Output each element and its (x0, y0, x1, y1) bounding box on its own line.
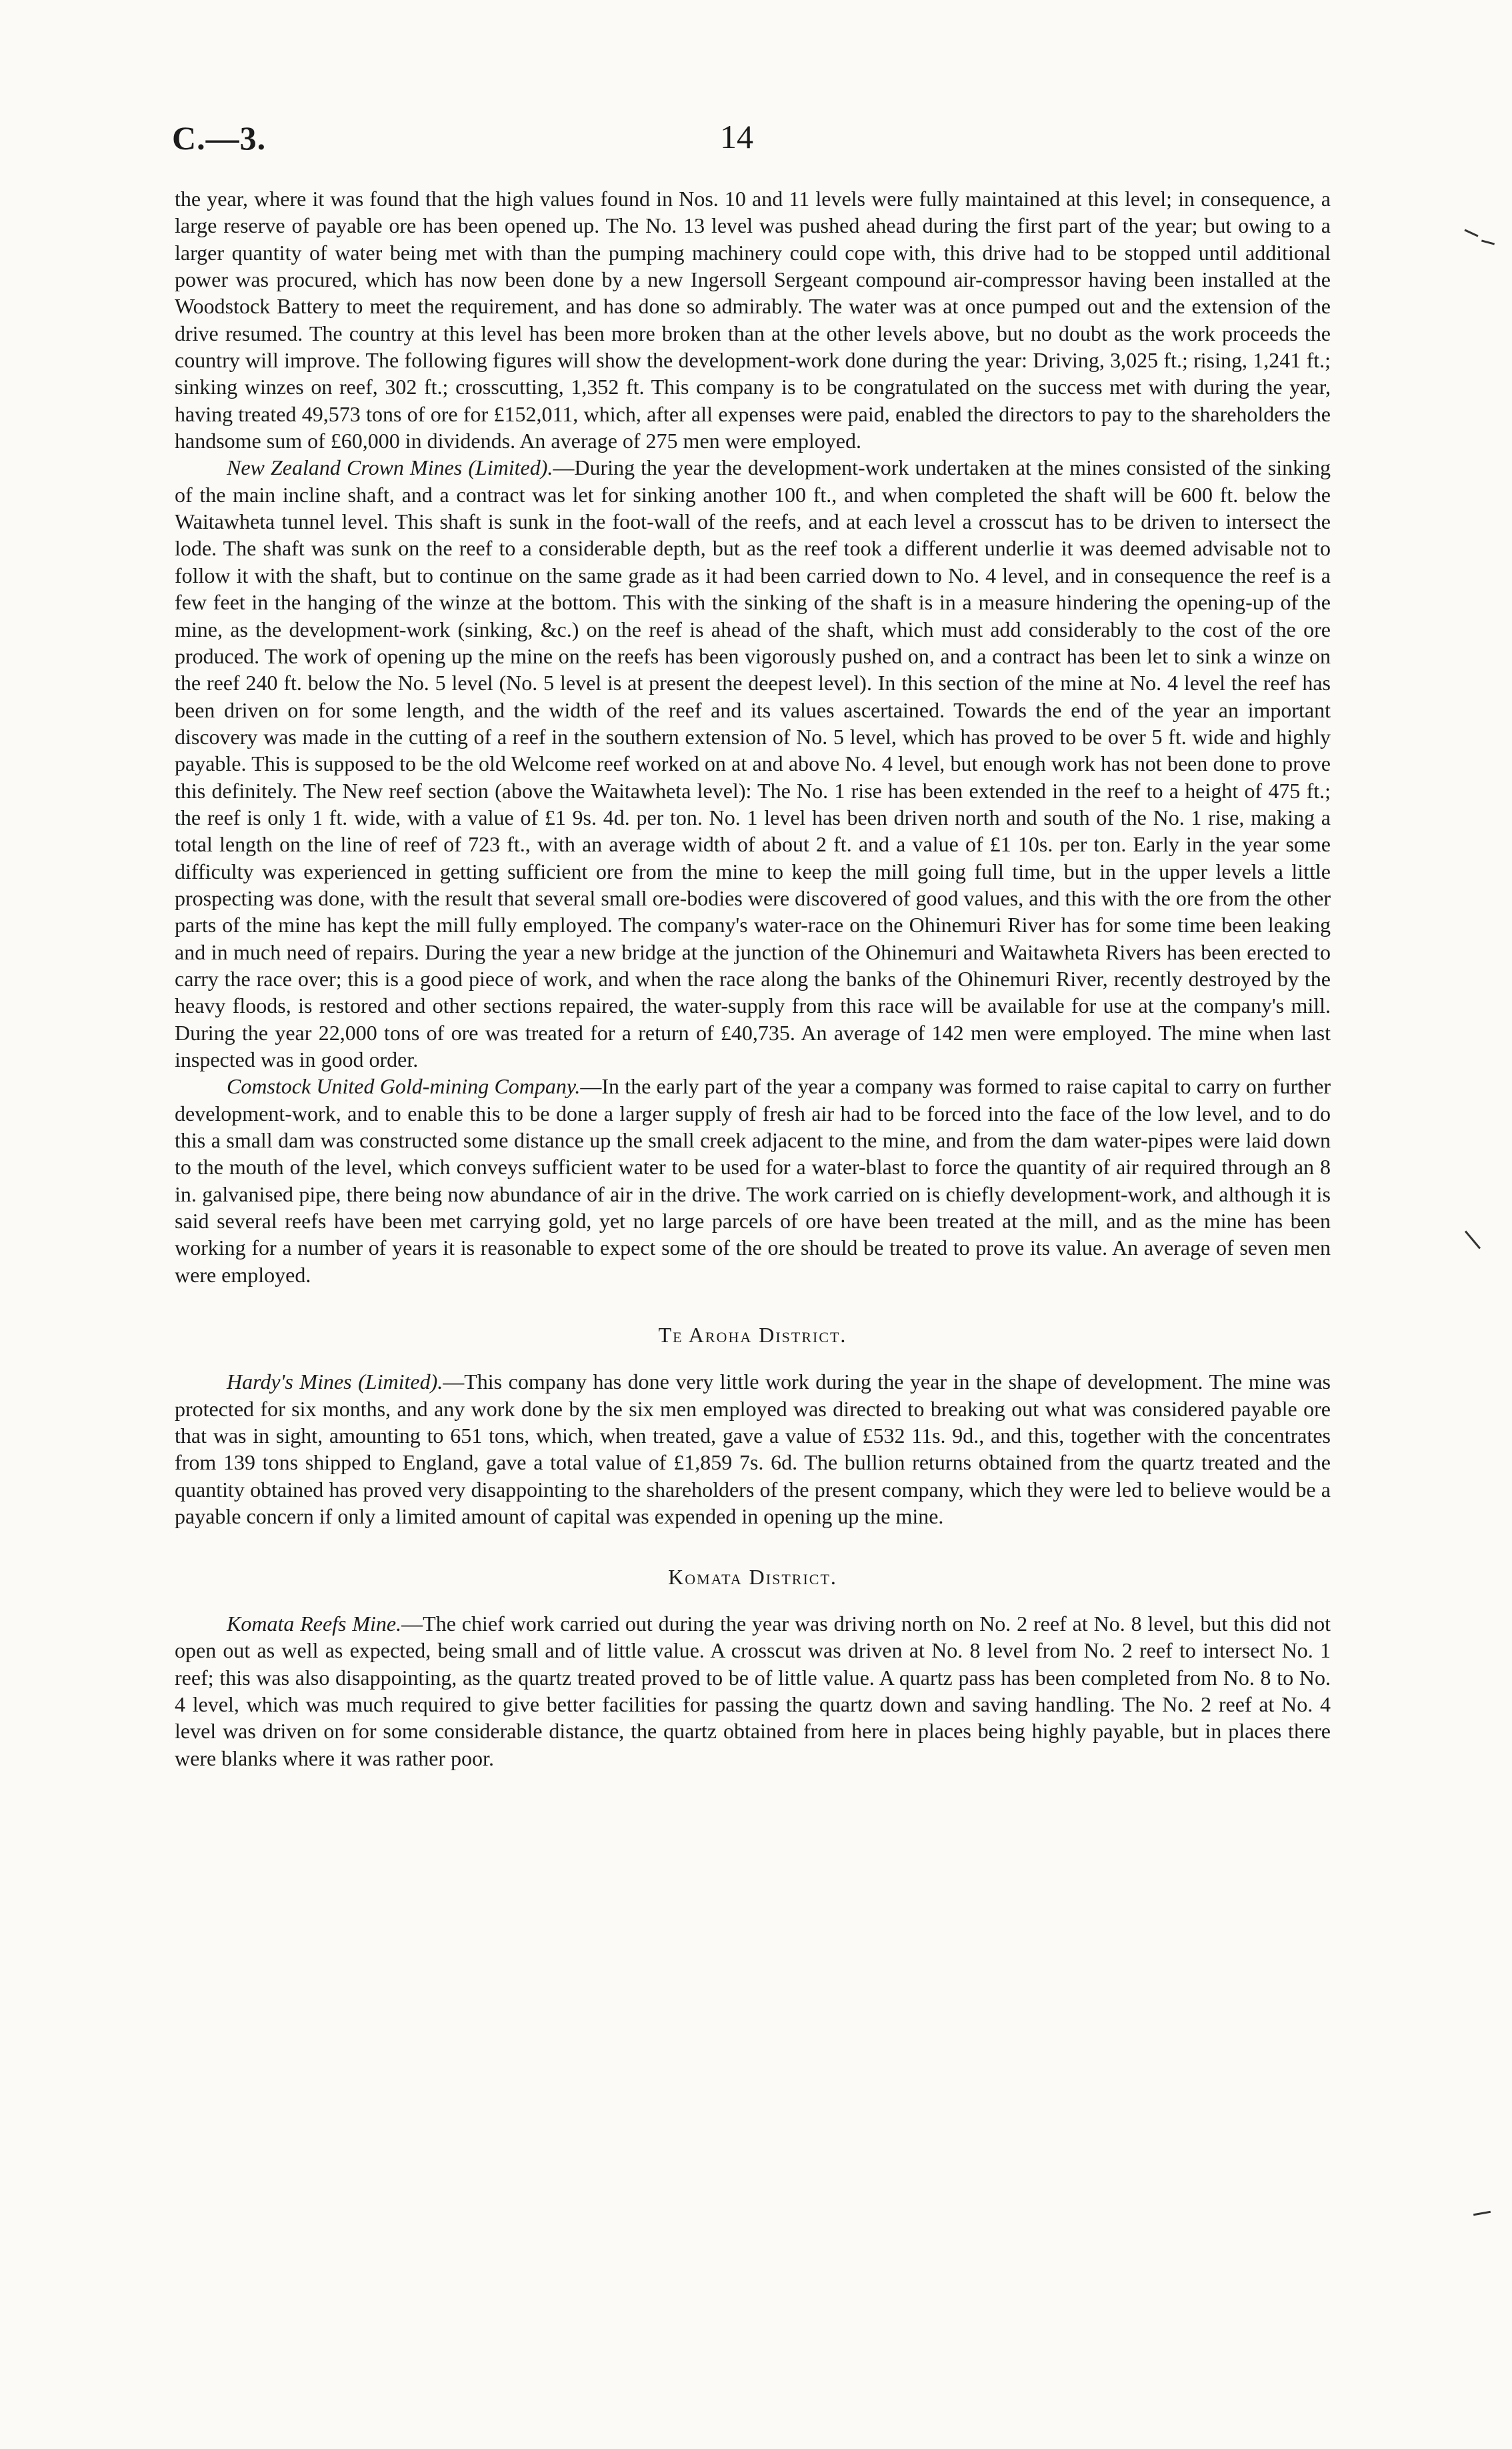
mine-name: Hardy's Mines (Limited). (227, 1370, 443, 1394)
section-heading: Te Aroha District. (658, 1323, 847, 1348)
mine-name: Comstock United Gold-mining Company. (227, 1074, 581, 1099)
paragraph (175, 1610, 1331, 1772)
paragraph-text: —This company has done very little work during the year in the shape of development. The mine was protected for six months, and any work done by the six men employed was directed to breaking out what was considered payable ore that was in sight, amounting to 651 tons, which, when treated, gave a value of £532 11s. 9d., and this, together with the concentrates from 139 tons shipped to England, gave a total value of £1,859 7s. 6d. The bullion returns obtained from the quartz treated and the quantity obtained has proved very disappointing to the shareholders of the present company, which they were led to believe would be a payable concern if only a limited amount of capital was expended in opening up the mine. (175, 1370, 1331, 1529)
margin-mark (1464, 229, 1478, 237)
paragraph-text: —The chief work carried out during the year was driving north on No. 2 reef at No. 8 level, but this did not open out as well as expected, being small and of little value. A crosscut was driven at No. 8 level from No. 2 reef to intersect No. 1 reef; this was also disappointing, as the quartz treated proved to be of little value. A quartz pass has been completed from No. 8 to No. 4 level, which was much required to give better facilities for passing the quartz down and saving handling. The No. 2 reef at No. 4 level was driven on for some considerable distance, the quartz obtained from here in places being highly payable, but in places there were blanks where it was rather poor. (175, 1611, 1331, 1770)
page-number: 14 (720, 118, 753, 155)
paragraph-text: the year, where it was found that the high values found in Nos. 10 and 11 levels were fully maintained at this level; in consequence, a large reserve of payable ore has been opened up. The No. 13 level was pushed ahead during the first part of the year; but owing to a larger quantity of water being met with than the pumping machinery could cope with, this drive had to be stopped until additional power was procured, which has now been done by a new Ingersoll Sergeant compound air-compressor having been installed at the Woodstock Battery to meet the requirement, and has done so admirably. The water was at once pumped out and the extension of the drive resumed. The country at this level has been more broken than at the other levels above, but no doubt as the work proceeds the country will improve. The following figures will show the development-work done during the year: Driving, 3,025 ft.; rising, 1,241 ft.; sinking winzes on reef, 302 ft.; crosscutting, 1,352 ft. This company is to be congratulated on the success met with during the year, having treated 49,573 tons of ore for £152,011, which, after all expenses were paid, enabled the directors to pay to the shareholders the handsome sum of £60,000 in dividends. An average of 275 men were employed. (175, 187, 1331, 453)
mine-name: Komata Reefs Mine. (227, 1611, 402, 1636)
margin-mark (1473, 2211, 1491, 2216)
document-body (175, 185, 1331, 1772)
paragraph (175, 454, 1331, 1073)
section-heading: Komata District. (668, 1564, 837, 1589)
parliamentary-reference: C.—3. (172, 119, 267, 157)
margin-mark (1481, 239, 1495, 245)
paragraph (175, 185, 1331, 454)
paragraph-text: —During the year the development-work undertaken at the mines consisted of the sinking of the main incline shaft, and a contract was let for sinking another 100 ft., and when completed the shaft will be 600 ft. below the Waitawheta tunnel level. This shaft is sunk in the foot-wall of the reefs, and at each level a crosscut has to be driven to intersect the lode. The shaft was sunk on the reef to a considerable depth, but as the reef took a different underlie it was deemed advisable not to follow it with the shaft, but to continue on the same grade as it had been carried down to No. 4 level, and in consequence the reef is a few feet in the hanging of the winze at the bottom. This with the sinking of the shaft is in a measure hindering the opening-up of the mine, as the development-work (sinking, &c.) on the reef is ahead of the shaft, which must add considerably to the cost of the ore produced. The work of opening up the mine on the reefs has been vigorously pushed on, and a contract has been let to sink a winze on the reef 240 ft. below the No. 5 level (No. 5 level is at present the deepest level). In this section of the mine at No. 4 level the reef has been driven on for some length, and the width of the reef and its values ascertained. Towards the end of the year an important discovery was made in the cutting of a reef in the southern extension of No. 5 level, which has proved to be over 5 ft. wide and highly payable. This is supposed to be the old Welcome reef worked on at and above No. 4 level, but enough work has not been done to prove this definitely. The New reef section (above the Waitawheta level): The No. 1 rise has been extended in the reef to a height of 475 ft.; the reef is only 1 ft. wide, with a value of £1 9s. 4d. per ton. No. 1 level has been driven north and south of the No. 1 rise, making a total length on the line of reef of 723 ft., with an average width of about 2 ft. and a value of £1 10s. per ton. Early in the year some difficulty was experienced in getting sufficient ore from the mine to keep the mill going full time, but in the upper levels a little prospecting was done, with the result that several small ore-bodies were discovered of good values, and this with the ore from the other parts of the mine has kept the mill fully employed. The company's water-race on the Ohinemuri River has for some time been leaking and in much need of repairs. During the year a new bridge at the junction of the Ohinemuri and Waitawheta Rivers has been erected to carry the race over; this is a good piece of work, and when the race along the banks of the Ohinemuri River, recently destroyed by the heavy floods, is restored and other sections repaired, the water-supply from this race will be available for use at the company's mill. During the year 22,000 tons of ore was treated for a return of £40,735. An average of 142 men were employed. The mine when last inspected was in good order. (175, 455, 1331, 1071)
paragraph (175, 1073, 1331, 1288)
mine-name: New Zealand Crown Mines (Limited). (227, 455, 553, 480)
margin-mark (1465, 1231, 1481, 1250)
paragraph (175, 1368, 1331, 1530)
paragraph-text: —In the early part of the year a company was formed to raise capital to carry on further development-work, and to enable this to be done a larger supply of fresh air had to be forced into the face of the low level, and to do this a small dam was constructed some distance up the small creek adjacent to the mine, and from the dam water-pipes were laid down to the mouth of the level, which conveys sufficient water to be used for a water-blast to force the quantity of air required through an 8 in. galvanised pipe, there being now abundance of air in the drive. The work carried on is chiefly development-work, and although it is said several reefs have been met carrying gold, yet no large parcels of ore have been treated at the mill, and as the mine has been working for a number of years it is reasonable to expect some of the ore should be treated to prove its value. An average of seven men were employed. (175, 1074, 1331, 1287)
